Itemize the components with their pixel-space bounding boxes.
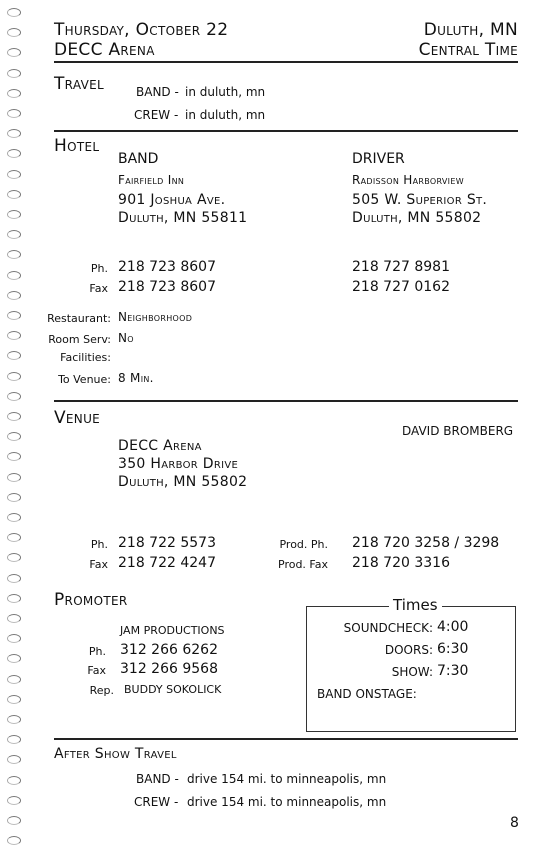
after-crew-value: drive 154 mi. to minneapolis, mn (187, 795, 387, 809)
band-onstage-label: BAND ONSTAGE: (317, 687, 417, 701)
venue-fax: 218 722 4247 (118, 555, 216, 571)
spiral-ring (7, 594, 21, 603)
spiral-ring (7, 695, 21, 704)
hotel-band-fax: 218 723 8607 (118, 279, 216, 295)
spiral-ring (7, 291, 21, 300)
header-venue: DECC Arena (54, 40, 155, 60)
hotel-band-heading: BAND (118, 151, 159, 167)
hotel-ph-label: Ph. (90, 262, 108, 275)
spiral-ring (7, 48, 21, 57)
show-label: SHOW: (391, 665, 433, 679)
promoter-fax-label: Fax (87, 664, 106, 677)
spiral-ring (7, 614, 21, 623)
venue-artist: DAVID BROMBERG (402, 424, 514, 438)
spiral-ring (7, 796, 21, 805)
soundcheck-time: 4:00 (437, 619, 469, 635)
venue-city: Duluth, MN 55802 (118, 474, 248, 490)
spiral-ring (7, 271, 21, 280)
venue-prod-fax-label: Prod. Fax (278, 558, 328, 571)
spiral-ring (7, 129, 21, 138)
hotel-band-phone: 218 723 8607 (118, 259, 216, 275)
hotel-driver-phone: 218 727 8981 (352, 259, 450, 275)
hotel-divider (54, 400, 518, 402)
travel-crew-label: CREW - (134, 108, 179, 122)
venue-name: DECC Arena (118, 438, 202, 454)
travel-divider (54, 130, 518, 132)
hotel-title: Hotel (54, 136, 100, 156)
spiral-ring (7, 372, 21, 381)
after-crew-label: CREW - (134, 795, 179, 809)
spiral-ring (7, 553, 21, 562)
spiral-ring (7, 109, 21, 118)
venue-phone: 218 722 5573 (118, 535, 216, 551)
header-timezone: Central Time (418, 40, 518, 60)
spiral-ring (7, 836, 21, 845)
times-title: Times (389, 596, 442, 614)
spiral-ring (7, 69, 21, 78)
tovenue-value: 8 Min. (118, 371, 154, 385)
roomserv-label: Room Serv: (48, 333, 111, 346)
restaurant-label: Restaurant: (47, 312, 111, 325)
roomserv-value: No (118, 331, 134, 345)
spiral-ring (7, 210, 21, 219)
venue-ph-label: Ph. (90, 538, 108, 551)
after-band-label: BAND - (136, 772, 179, 786)
spiral-ring (7, 735, 21, 744)
travel-title: Travel (54, 74, 104, 94)
hotel-driver-address: 505 W. Superior St. (352, 192, 488, 208)
venue-prod-phone: 218 720 3258 / 3298 (352, 535, 500, 551)
spiral-ring (7, 634, 21, 643)
travel-crew-value: in duluth, mn (185, 108, 266, 122)
page-number: 8 (510, 815, 519, 831)
hotel-driver-fax: 218 727 0162 (352, 279, 450, 295)
promoter-fax: 312 266 9568 (120, 661, 218, 677)
promoter-company: JAM PRODUCTIONS (120, 624, 225, 637)
spiral-ring (7, 392, 21, 401)
facilities-label: Facilities: (60, 351, 111, 364)
venue-prod-fax: 218 720 3316 (352, 555, 450, 571)
show-time: 7:30 (437, 663, 469, 679)
doors-label: DOORS: (384, 643, 433, 657)
spiral-ring (7, 776, 21, 785)
spiral-ring (7, 331, 21, 340)
tovenue-label: To Venue: (58, 373, 111, 386)
spiral-ring (7, 473, 21, 482)
spiral-ring (7, 493, 21, 502)
spiral-ring (7, 230, 21, 239)
after-show-title: After Show Travel (54, 746, 177, 762)
promoter-ph-label: Ph. (88, 645, 106, 658)
hotel-band-city: Duluth, MN 55811 (118, 210, 248, 226)
spiral-ring (7, 452, 21, 461)
travel-band-label: BAND - (136, 85, 179, 99)
spiral-ring (7, 574, 21, 583)
hotel-driver-heading: DRIVER (352, 151, 405, 167)
spiral-binding (4, 0, 26, 855)
spiral-ring (7, 412, 21, 421)
venue-address: 350 Harbor Drive (118, 456, 239, 472)
hotel-driver-name: Radisson Harborview (352, 173, 464, 187)
spiral-ring (7, 89, 21, 98)
promoter-rep-label: Rep. (89, 684, 114, 697)
spiral-ring (7, 432, 21, 441)
spiral-ring (7, 675, 21, 684)
venue-prod-ph-label: Prod. Ph. (279, 538, 328, 551)
spiral-ring (7, 755, 21, 764)
venue-title: Venue (54, 408, 101, 428)
times-box (306, 596, 516, 732)
spiral-ring (7, 513, 21, 522)
promoter-title: Promoter (54, 590, 128, 610)
soundcheck-label: SOUNDCHECK: (343, 621, 433, 635)
hotel-band-name: Fairfield Inn (118, 173, 185, 187)
restaurant-value: Neighborhood (118, 310, 193, 324)
spiral-ring (7, 654, 21, 663)
promoter-rep: BUDDY SOKOLICK (124, 683, 222, 696)
spiral-ring (7, 8, 21, 17)
spiral-ring (7, 190, 21, 199)
hotel-driver-city: Duluth, MN 55802 (352, 210, 482, 226)
promoter-divider (54, 738, 518, 740)
doors-time: 6:30 (437, 641, 469, 657)
spiral-ring (7, 149, 21, 158)
spiral-ring (7, 28, 21, 37)
header-date: Thursday, October 22 (54, 20, 229, 40)
spiral-ring (7, 533, 21, 542)
spiral-ring (7, 816, 21, 825)
promoter-phone: 312 266 6262 (120, 642, 218, 658)
venue-fax-label: Fax (89, 558, 108, 571)
spiral-ring (7, 351, 21, 360)
spiral-ring (7, 715, 21, 724)
header-divider (54, 61, 518, 63)
hotel-fax-label: Fax (89, 282, 108, 295)
spiral-ring (7, 250, 21, 259)
hotel-band-address: 901 Joshua Ave. (118, 192, 226, 208)
spiral-ring (7, 311, 21, 320)
after-band-value: drive 154 mi. to minneapolis, mn (187, 772, 387, 786)
travel-band-value: in duluth, mn (185, 85, 266, 99)
spiral-ring (7, 170, 21, 179)
header-city: Duluth, MN (423, 20, 518, 40)
